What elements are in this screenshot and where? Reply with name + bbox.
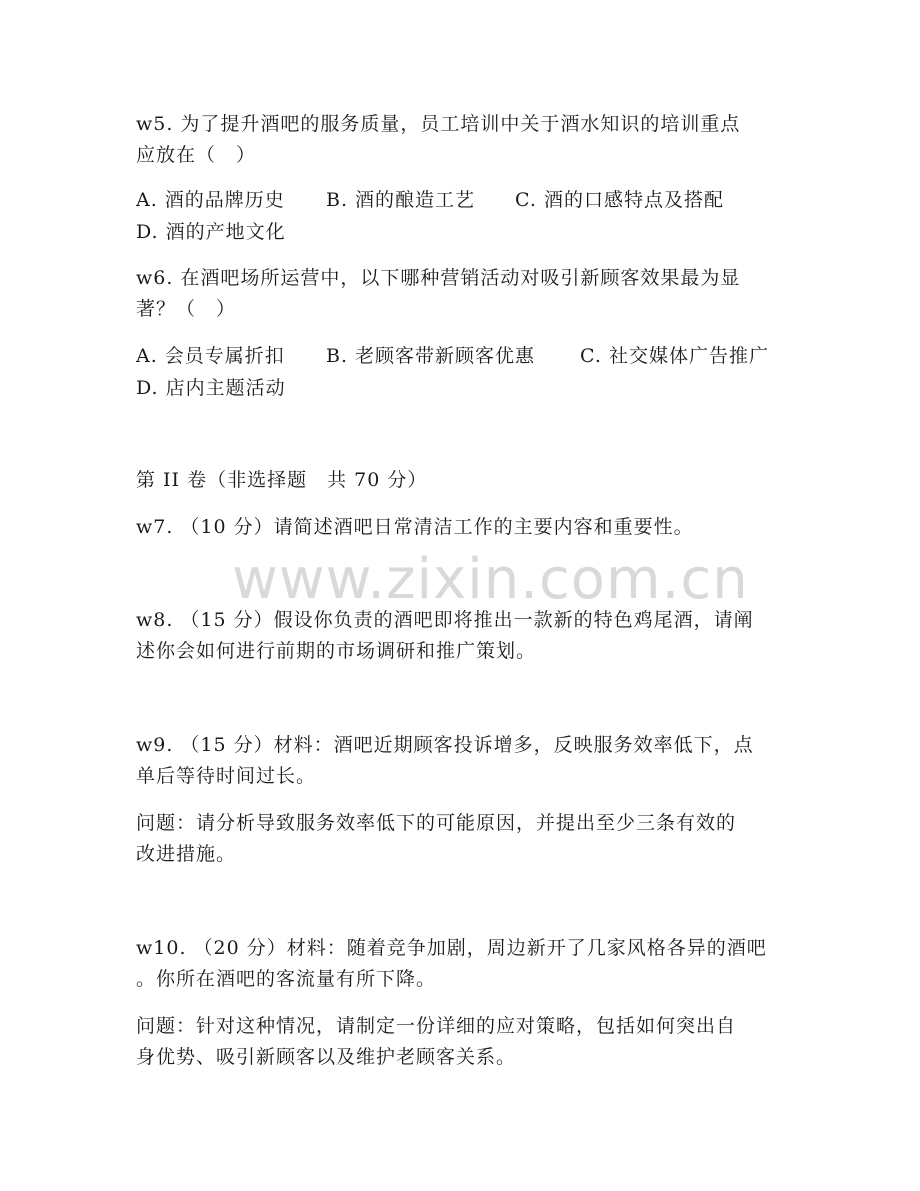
question-5-option-a: A. 酒的品牌历史 [136, 189, 285, 211]
question-8-line-1: w8. （15 分）假设你负责的酒吧即将推出一款新的特色鸡尾酒，请阐 [136, 609, 754, 631]
question-5-option-d: D. 酒的产地文化 [136, 221, 286, 243]
question-10-line-3: 问题：针对这种情况，请制定一份详细的应对策略，包括如何突出自 [136, 1015, 737, 1037]
question-7-line-1: w7. （10 分）请简述酒吧日常清洁工作的主要内容和重要性。 [136, 516, 694, 538]
question-6-option-a: A. 会员专属折扣 [136, 345, 285, 367]
question-5-option-c: C. 酒的口感特点及搭配 [515, 189, 724, 211]
watermark-text: www.zixin.com.cn [232, 547, 749, 612]
question-5-line-2: 应放在（ ） [136, 144, 257, 166]
question-6-option-c: C. 社交媒体广告推广 [580, 345, 769, 367]
question-5-option-b: B. 酒的酿造工艺 [326, 189, 476, 211]
question-9-line-2: 单后等待时间过长。 [136, 765, 317, 787]
question-9-line-4: 改进措施。 [136, 843, 237, 865]
question-5-line-1: w5. 为了提升酒吧的服务质量，员工培训中关于酒水知识的培训重点 [136, 113, 741, 135]
question-10-line-2: 。你所在酒吧的客流量有所下降。 [136, 968, 437, 990]
section-2-title: 第 II 卷（非选择题 共 70 分） [136, 469, 428, 491]
question-6-options-row-1 [136, 344, 769, 368]
question-9-line-3: 问题：请分析导致服务效率低下的可能原因，并提出至少三条有效的 [136, 812, 737, 834]
question-10-line-4: 身优势、吸引新顾客以及维护老顾客关系。 [136, 1046, 517, 1068]
question-5-options-row-1 [136, 188, 724, 212]
question-10-line-1: w10. （20 分）材料：随着竞争加剧，周边新开了几家风格各异的酒吧 [136, 937, 767, 959]
question-6-line-2: 著？（ ） [136, 298, 237, 320]
question-6-option-b: B. 老顾客带新顾客优惠 [326, 345, 536, 367]
question-9-line-1: w9. （15 分）材料：酒吧近期顾客投诉增多，反映服务效率低下，点 [136, 734, 754, 756]
question-5-options-row-2 [136, 220, 286, 244]
question-6-line-1: w6. 在酒吧场所运营中，以下哪种营销活动对吸引新顾客效果最为显 [136, 267, 741, 289]
question-6-option-d: D. 店内主题活动 [136, 377, 286, 399]
question-6-options-row-2 [136, 376, 286, 400]
question-8-line-2: 述你会如何进行前期的市场调研和推广策划。 [136, 640, 537, 662]
